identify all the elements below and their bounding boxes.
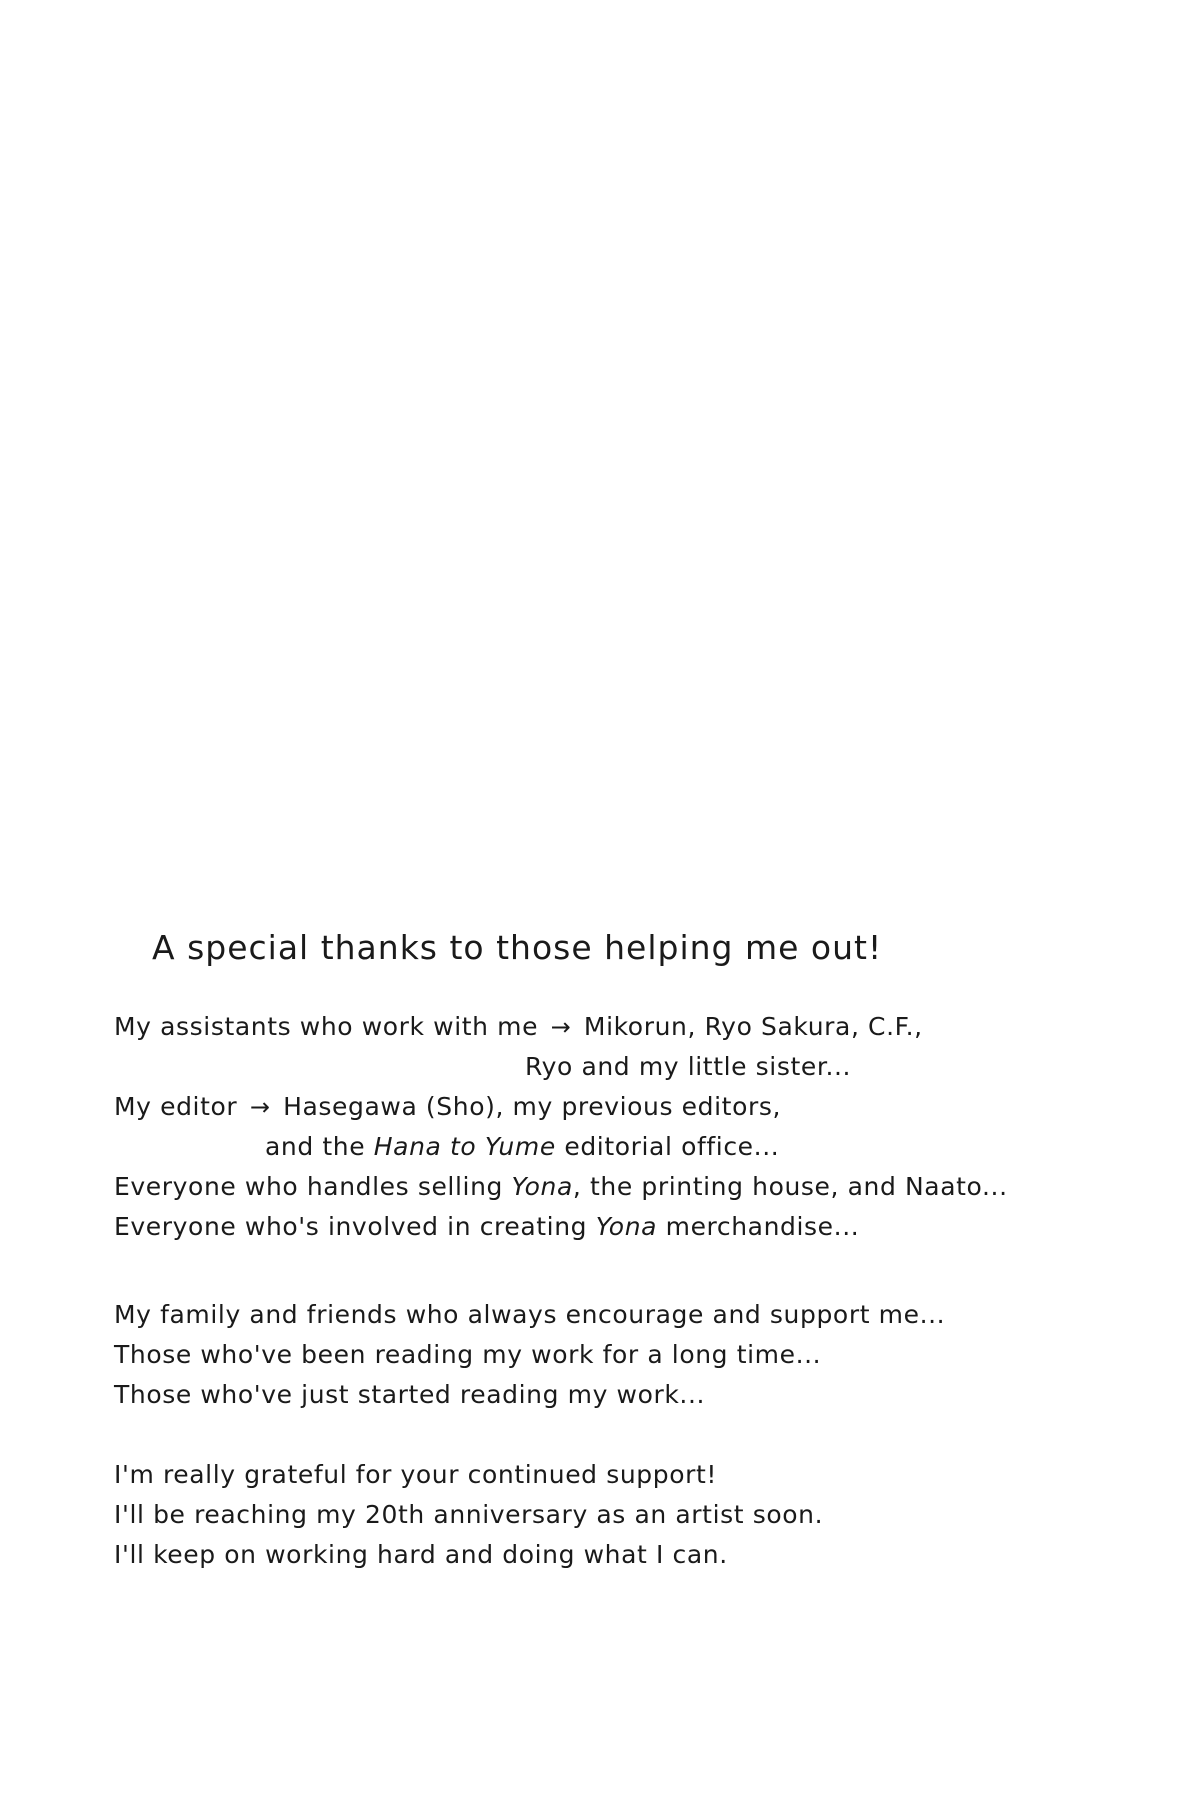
merch-line xyxy=(114,1212,859,1241)
assistants-names-continued: Ryo and my little sister... xyxy=(525,1052,852,1081)
arrow-right-icon: → xyxy=(550,1013,572,1041)
closing-line: I'm really grateful for your continued support! xyxy=(114,1460,718,1489)
readers-line: Those who've been reading my work for a long time... xyxy=(114,1340,822,1369)
readers-line: My family and friends who always encourage and support me... xyxy=(114,1300,946,1329)
magazine-title: Hana to Yume xyxy=(373,1132,556,1161)
editor-office-suffix: editorial office... xyxy=(564,1132,780,1161)
thanks-heading: A special thanks to those helping me out! xyxy=(152,928,883,967)
closing-line: I'll keep on working hard and doing what I can. xyxy=(114,1540,728,1569)
series-title: Yona xyxy=(595,1212,658,1241)
merch-suffix: merchandise... xyxy=(665,1212,860,1241)
arrow-right-icon: → xyxy=(249,1093,271,1121)
editor-label: My editor xyxy=(114,1092,238,1121)
readers-line: Those who've just started reading my work... xyxy=(114,1380,706,1409)
editor-names: Hasegawa (Sho), my previous editors, xyxy=(283,1092,782,1121)
series-title: Yona xyxy=(511,1172,573,1201)
merch-prefix: Everyone who's involved in creating xyxy=(114,1212,588,1241)
sales-suffix: , the printing house, and Naato... xyxy=(572,1172,1008,1201)
editor-office-prefix: and the xyxy=(265,1132,366,1161)
editor-office-line xyxy=(265,1132,779,1161)
editor-line xyxy=(114,1092,781,1121)
assistants-label: My assistants who work with me xyxy=(114,1012,539,1041)
sales-line xyxy=(114,1172,1008,1201)
sales-prefix: Everyone who handles selling xyxy=(114,1172,503,1201)
assistants-names: Mikorun, Ryo Sakura, C.F., xyxy=(583,1012,923,1041)
assistants-line xyxy=(114,1012,923,1041)
closing-line: I'll be reaching my 20th anniversary as an artist soon. xyxy=(114,1500,824,1529)
